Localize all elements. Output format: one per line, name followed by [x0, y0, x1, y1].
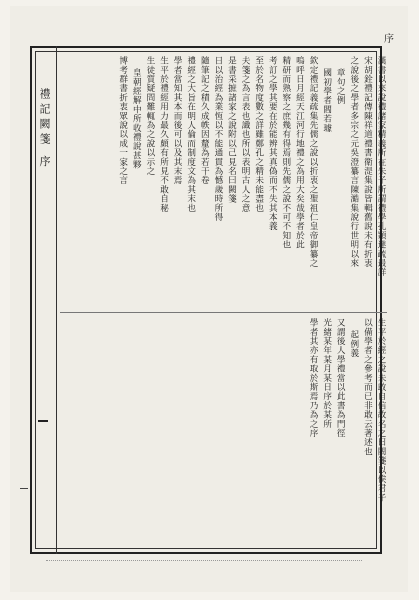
bottom-margin-rule: [46, 560, 362, 565]
spine-title: 禮記闕箋 序: [38, 88, 51, 171]
text-column: 日以治經為業恆以不能通貫為憾歲時所得: [212, 56, 223, 222]
text-column: 隨筆記之積久成帙因釐為若干卷: [199, 56, 210, 185]
text-column: 禮經之大旨在明人倫而制度文為其末也: [185, 56, 196, 213]
text-column: 之說後之學者多宗之元吳澄纂言陳澔集說行世明以來: [348, 56, 359, 268]
text-column: 以備學者之參考而已非敢云著述也: [362, 318, 373, 456]
text-column: 精研而熟察之庶幾有得焉則先儒之說不可不知也: [280, 56, 291, 250]
text-column: 欽定禮記義疏集先儒之說以折衷之聖祖仁皇帝御纂之: [308, 56, 319, 268]
text-column: 博考群書折衷眾說以成一家之言: [117, 56, 128, 185]
text-column: 漢書以來說禮諸家精義所在朱子所謂禮學孔穎達疏最詳: [376, 56, 386, 277]
main-text-block: [61, 56, 387, 308]
text-column: 至於名物度數之詳雖鄭孔之精未能盡也: [253, 56, 264, 213]
text-column: 光緒某年某月某日序於某所: [321, 318, 332, 429]
text-column: 學者當知其本而後可以及其末焉: [172, 56, 183, 185]
text-column: 生徒質疑問難輒為之說以示之: [144, 56, 155, 176]
text-column: 起例義: [348, 330, 359, 358]
text-column: 宋胡銓禮記傳陳祥道禮書衛湜集說皆輯舊說未有折衷: [362, 56, 373, 268]
text-column: 生平於禮經用力最久頗有所見不敢自秘: [158, 56, 169, 213]
text-column: 章句之例: [335, 68, 346, 105]
section-label: 序: [384, 34, 394, 45]
text-column: 嗚呼日月經天江河行地禮之為用大矣哉學者於此: [294, 56, 305, 250]
edge-tick: [20, 488, 28, 489]
text-column: 生平於經之說未敢自信故名之曰闕箋以俟君子: [376, 318, 386, 502]
text-column: 皇朝經解中所收禮說甚夥: [131, 68, 142, 170]
fold-mark: [38, 420, 48, 422]
text-column: 又謂後人學禮當以此書為門徑: [335, 318, 346, 438]
text-column: 國初學者閻若璩: [321, 68, 332, 133]
text-column: 學者其亦有取於斯焉乃為之序: [308, 318, 319, 438]
text-column: 考訂之學其要在於能辨其真偽而不失其本義: [267, 56, 278, 231]
text-column: 是書采摭諸家之說附以己見名曰闕箋: [226, 56, 237, 204]
appendix-text-block: [297, 318, 387, 548]
text-column: 夫箋之為言表也識也所以表明古人之意: [240, 56, 251, 213]
section-divider: [60, 312, 387, 313]
